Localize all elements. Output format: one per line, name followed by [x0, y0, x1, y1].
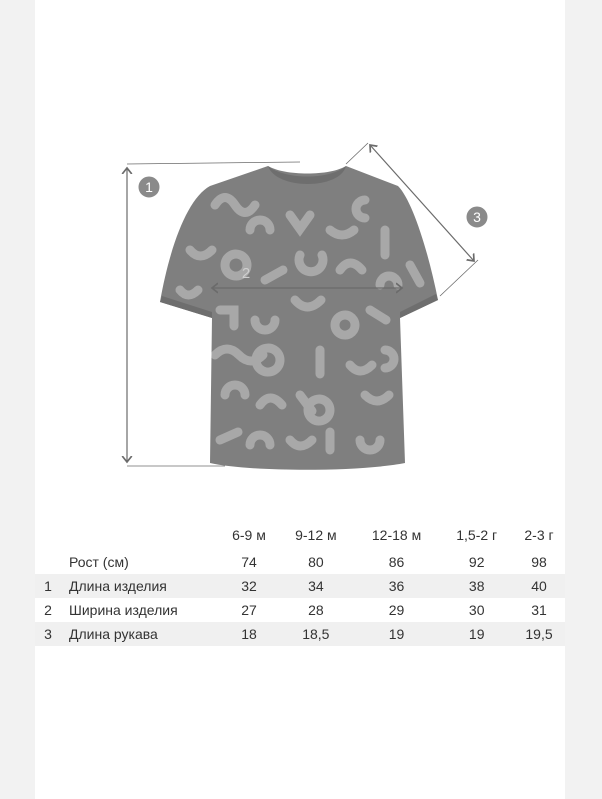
length-top-guide [127, 162, 300, 164]
table-cell: 92 [468, 554, 485, 570]
size-column-header: 2-3 г [524, 527, 554, 543]
table-cell: 27 [241, 602, 257, 618]
row-number: 3 [44, 626, 52, 642]
size-column-header: 1,5-2 г [456, 527, 498, 543]
row-label: Ширина изделия [69, 602, 178, 618]
marker-1-badge [138, 176, 160, 198]
header-num-blank [35, 520, 59, 550]
sleeve-bottom-guide [440, 260, 478, 296]
table-row-width [35, 598, 565, 622]
marker-1-label: 1 [145, 179, 153, 195]
size-table-header [35, 520, 565, 550]
size-column-header: 9-12 м [295, 527, 337, 543]
table-cell: 36 [388, 578, 405, 594]
row-label: Рост (см) [69, 554, 129, 570]
table-cell: 34 [308, 578, 324, 594]
size-column-header: 6-9 м [232, 527, 266, 543]
table-cell: 80 [308, 554, 324, 570]
row-number: 1 [44, 578, 52, 594]
tshirt-illustration [160, 166, 438, 470]
table-row-height [35, 550, 565, 574]
table-cell: 86 [388, 554, 405, 570]
table-cell: 74 [241, 554, 257, 570]
marker-3-badge [466, 206, 488, 228]
table-row-sleeve [35, 622, 565, 646]
table-cell: 38 [468, 578, 485, 594]
sleeve-top-guide [346, 143, 368, 164]
size-column-header: 12-18 м [371, 527, 422, 543]
table-row-length [35, 574, 565, 598]
table-cell: 98 [531, 554, 547, 570]
table-cell: 19,5 [525, 626, 553, 642]
table-cell: 30 [468, 602, 485, 618]
table-cell: 28 [308, 602, 324, 618]
header-param-blank [59, 520, 219, 550]
table-cell: 19 [468, 626, 485, 642]
table-cell: 18 [241, 626, 257, 642]
row-label: Длина рукава [69, 626, 158, 642]
size-table [35, 520, 565, 646]
marker-3-label: 3 [473, 209, 481, 225]
table-cell: 32 [241, 578, 257, 594]
table-cell: 29 [388, 602, 405, 618]
table-cell: 18,5 [302, 626, 330, 642]
table-cell: 19 [388, 626, 405, 642]
row-number: 2 [44, 602, 52, 618]
table-cell: 40 [531, 578, 547, 594]
tshirt-body [160, 166, 438, 470]
row-number [35, 550, 59, 574]
marker-2-label: 2 [241, 265, 251, 282]
table-cell: 31 [531, 602, 547, 618]
row-label: Длина изделия [69, 578, 167, 594]
